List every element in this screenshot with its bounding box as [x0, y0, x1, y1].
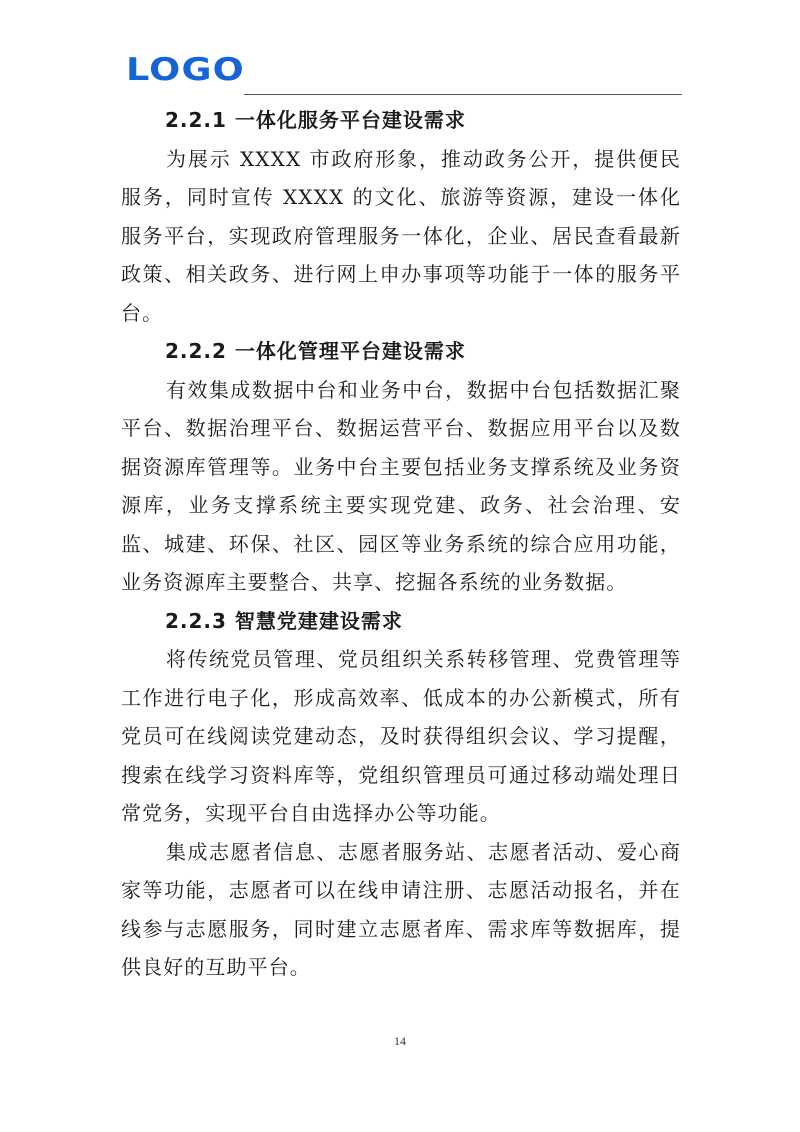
paragraph: 将传统党员管理、党员组织关系转移管理、党费管理等工作进行电子化，形成高效率、低成本的办公新模式，所有党员可在线阅读党建动态，及时获得组织会议、学习提醒，搜索在线学习资料库等，党组织管理员可通过移动端处理日常党务，实现平台自由选择办公等功能。	[121, 647, 681, 825]
section-heading: 2.2.3 智慧党建建设需求	[165, 608, 403, 633]
page-header	[126, 50, 682, 96]
header-divider	[244, 94, 682, 95]
section-heading: 2.2.1 一体化服务平台建设需求	[165, 108, 466, 132]
paragraph: 有效集成数据中台和业务中台，数据中台包括数据汇聚平台、数据治理平台、数据运营平台、数据应用平台以及数据资源库管理等。业务中台主要包括业务支撑系统及业务资源库，业务支撑系统主要实现党建、政务、社会治理、安监、城建、环保、社区、园区等业务系统的综合应用功能，业务资源库主要整合、共享、挖掘各系统的业务数据。	[121, 377, 681, 594]
section-2-2-3	[121, 602, 681, 987]
paragraph: 为展示 XXXX 市政府形象，推动政务公开，提供便民服务，同时宣传 XXXX 的文化、旅游等资源，建设一体化服务平台，实现政府管理服务一体化，企业、居民查看最新政策、相关政务、进行网上申办事项等功能于一体的服务平台。	[121, 146, 681, 325]
paragraph: 集成志愿者信息、志愿者服务站、志愿者活动、爱心商家等功能，志愿者可以在线申请注册、志愿活动报名，并在线参与志愿服务，同时建立志愿者库、需求库等数据库，提供良好的互助平台。	[121, 839, 681, 979]
page-number: 14	[394, 1034, 406, 1048]
section-2-2-2	[121, 332, 681, 602]
section-2-2-1	[121, 101, 681, 332]
logo: LOGO	[126, 52, 245, 88]
section-heading: 2.2.2 一体化管理平台建设需求	[165, 339, 466, 363]
document-body	[121, 101, 681, 987]
